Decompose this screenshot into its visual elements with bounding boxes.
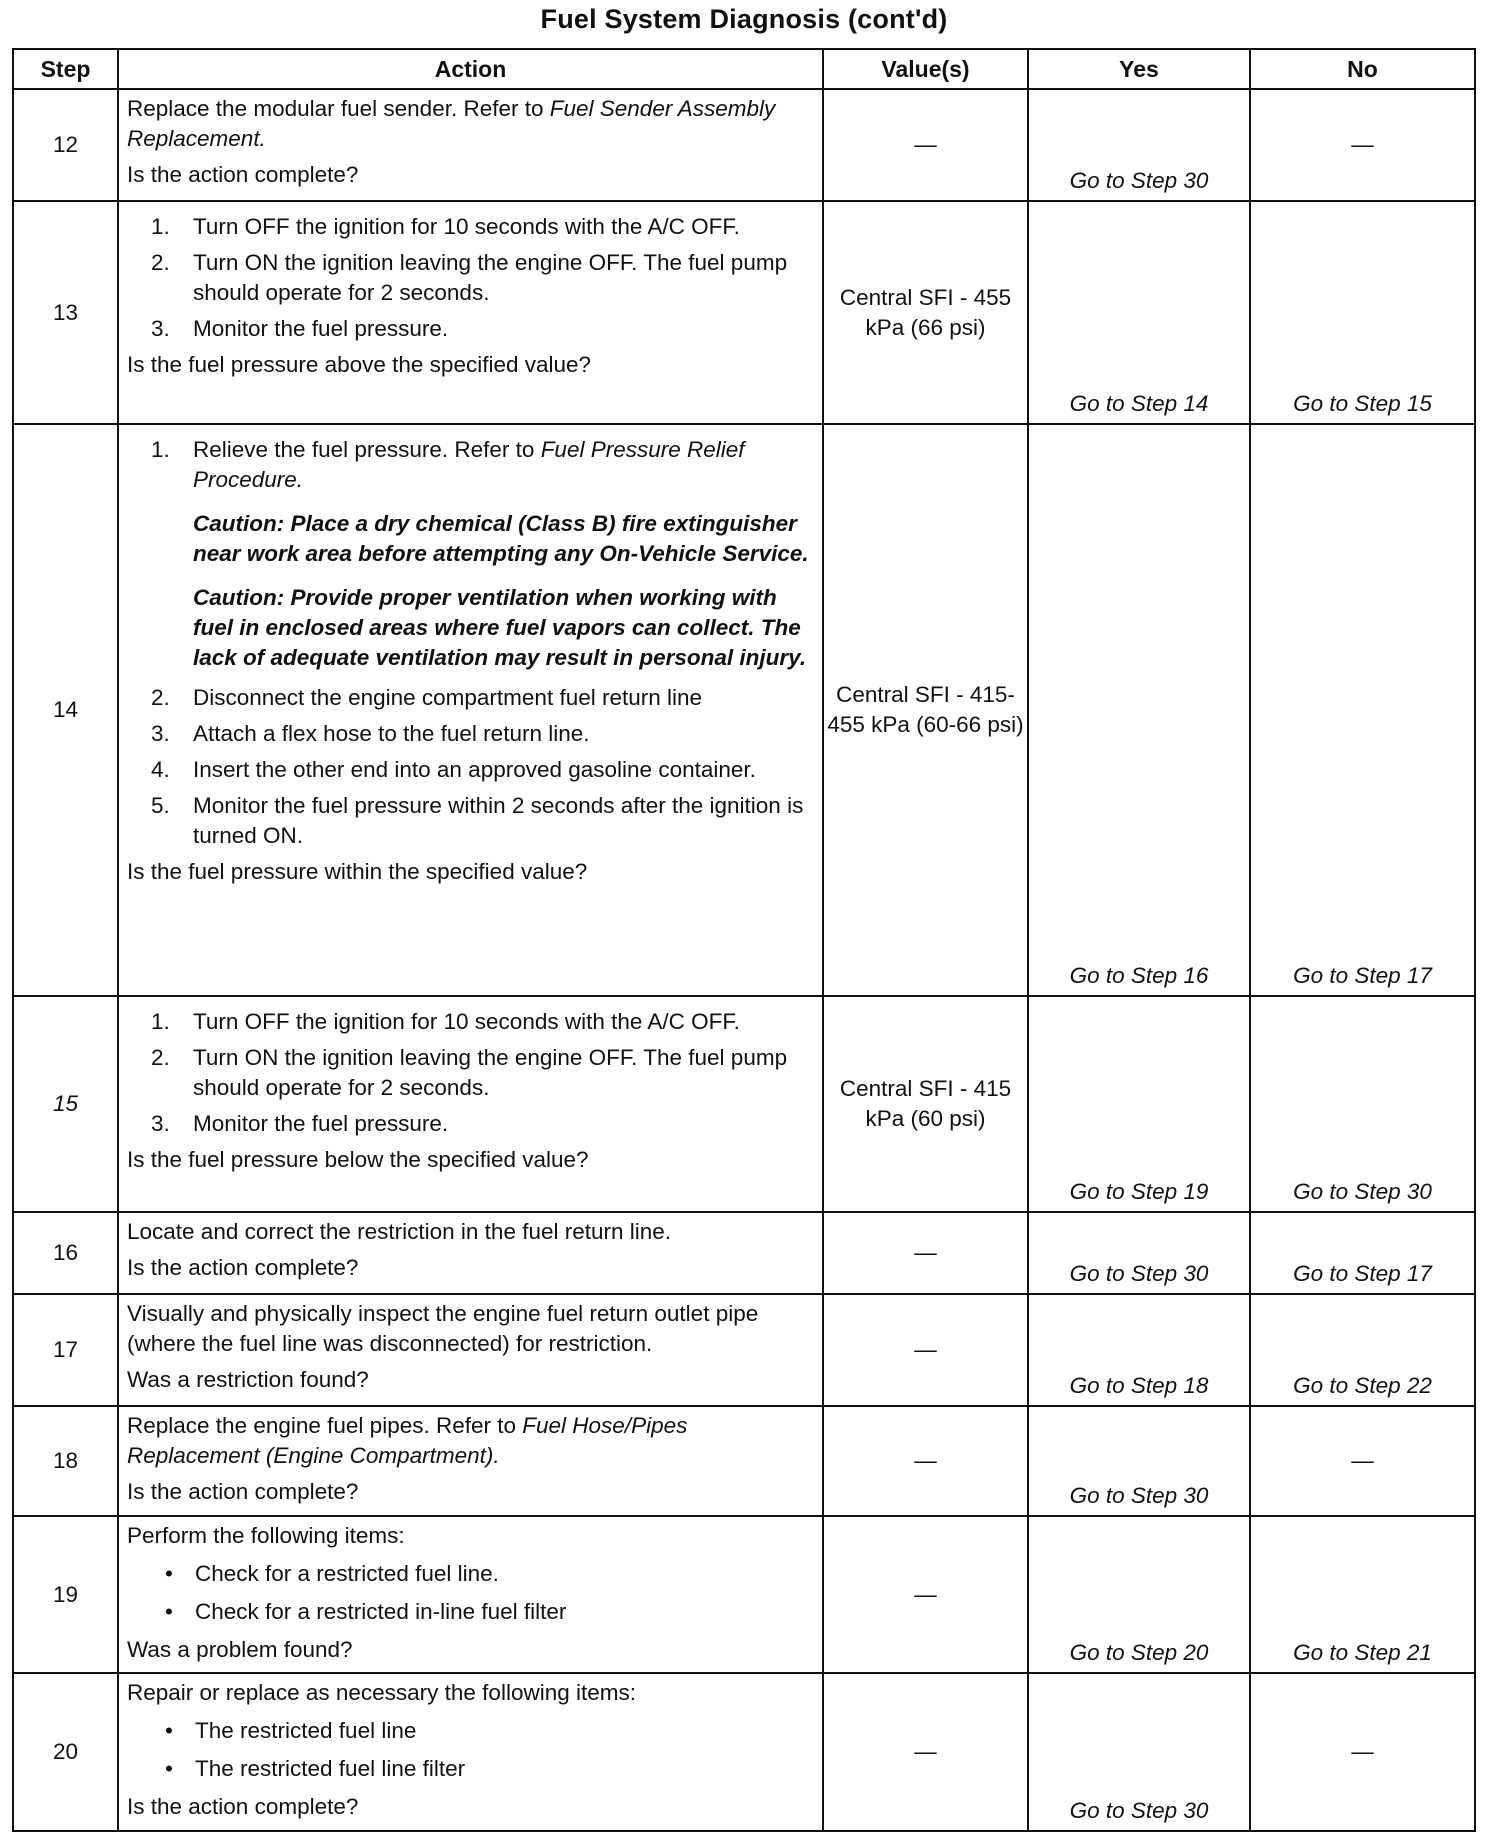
list-item: 3. Monitor the fuel pressure. [151,1111,449,1136]
action-cell [118,996,823,1212]
action-question: Is the fuel pressure within the specified value? [127,859,588,884]
no-goto: — [1250,1406,1475,1516]
bullet-list [127,1716,818,1784]
yes-goto[interactable]: Go to Step 30 [1028,1212,1250,1294]
action-cell [118,1516,823,1673]
action-cell [118,201,823,424]
table-row [13,1294,1475,1406]
action-text [127,1411,818,1471]
yes-goto[interactable]: Go to Step 14 [1028,201,1250,424]
action-cell [118,1294,823,1406]
action-question: Was a restriction found? [127,1367,369,1392]
value-cell: Central SFI - 455 kPa (66 psi) [823,201,1028,424]
yes-goto[interactable]: Go to Step 16 [1028,424,1250,996]
reference-link[interactable]: Fuel Sender Assembly Replacement. [127,96,776,151]
action-question: Is the action complete? [127,162,359,187]
table-row [13,1406,1475,1516]
header-yes: Yes [1028,49,1250,89]
page-title: Fuel System Diagnosis (cont'd) [540,4,948,34]
diagnosis-table [12,48,1476,1832]
action-text: Visually and physically inspect the engine fuel return outlet pipe (where the fuel line was disconnected) for restriction. [127,1301,759,1356]
list-item: • Check for a restricted in-line fuel filter [165,1599,567,1624]
value-cell: Central SFI - 415 kPa (60 psi) [823,996,1028,1212]
list-item: 4. Insert the other end into an approved gasoline container. [151,757,756,782]
list-item: 1. Turn OFF the ignition for 10 seconds with the A/C OFF. [151,214,740,239]
no-goto[interactable]: Go to Step 17 [1250,424,1475,996]
table-row [13,1673,1475,1831]
action-cell [118,424,823,996]
value-cell: — [823,1294,1028,1406]
no-goto[interactable]: Go to Step 17 [1250,1212,1475,1294]
yes-goto[interactable]: Go to Step 30 [1028,1406,1250,1516]
no-goto: — [1250,1673,1475,1831]
procedure-list [127,435,818,851]
yes-goto[interactable]: Go to Step 20 [1028,1516,1250,1673]
step-number: 15 [13,996,118,1212]
caution-note: Caution: Place a dry chemical (Class B) fire extinguisher near work area before attempting any On-Vehicle Service. [193,511,809,566]
table-row [13,89,1475,201]
step-number: 14 [13,424,118,996]
step-number: 20 [13,1673,118,1831]
value-cell: — [823,89,1028,201]
action-lead: Replace the modular fuel sender. Refer to [127,96,550,121]
table-row [13,1516,1475,1673]
step-number: 16 [13,1212,118,1294]
action-question: Is the action complete? [127,1794,359,1819]
action-text: Locate and correct the restriction in the fuel return line. [127,1219,672,1244]
list-item: • The restricted fuel line filter [165,1756,466,1781]
list-item: 5. Monitor the fuel pressure within 2 seconds after the ignition is turned ON. [151,793,804,848]
value-cell: — [823,1406,1028,1516]
header-step: Step [13,49,118,89]
list-item: 2. Disconnect the engine compartment fuel return line [151,685,703,710]
step-number: 19 [13,1516,118,1673]
value-cell: — [823,1212,1028,1294]
action-cell [118,1673,823,1831]
action-text: Perform the following items: [127,1523,405,1548]
list-item: • Check for a restricted fuel line. [165,1561,499,1586]
table-row [13,1212,1475,1294]
step-number: 12 [13,89,118,201]
no-goto[interactable]: Go to Step 21 [1250,1516,1475,1673]
header-action: Action [118,49,823,89]
list-item: 2. Turn ON the ignition leaving the engine OFF. The fuel pump should operate for 2 seconds. [151,1045,788,1100]
table-row [13,996,1475,1212]
action-cell [118,89,823,201]
header-values: Value(s) [823,49,1028,89]
action-text [127,94,818,154]
no-goto[interactable]: Go to Step 15 [1250,201,1475,424]
value-cell: — [823,1516,1028,1673]
list-item: 2. Turn ON the ignition leaving the engine OFF. The fuel pump should operate for 2 seconds. [151,250,788,305]
reference-link[interactable]: Fuel Pressure Relief Procedure. [193,437,745,492]
step-number: 13 [13,201,118,424]
action-question: Is the action complete? [127,1255,359,1280]
yes-goto[interactable]: Go to Step 18 [1028,1294,1250,1406]
reference-link[interactable]: Fuel Hose/Pipes Replacement (Engine Compartment). [127,1413,688,1468]
no-goto[interactable]: Go to Step 22 [1250,1294,1475,1406]
value-cell: Central SFI - 415-455 kPa (60-66 psi) [823,424,1028,996]
procedure-list [127,1007,818,1139]
list-item: 3. Monitor the fuel pressure. [151,316,449,341]
action-question: Is the action complete? [127,1479,359,1504]
yes-goto[interactable]: Go to Step 19 [1028,996,1250,1212]
no-goto: — [1250,89,1475,201]
action-lead: Replace the engine fuel pipes. Refer to [127,1413,523,1438]
no-goto[interactable]: Go to Step 30 [1250,996,1475,1212]
list-item: 1. Turn OFF the ignition for 10 seconds with the A/C OFF. [151,1009,740,1034]
action-text: Repair or replace as necessary the following items: [127,1680,636,1705]
table-row [13,201,1475,424]
step-number: 18 [13,1406,118,1516]
action-cell [118,1406,823,1516]
list-item: • The restricted fuel line [165,1718,417,1743]
caution-note: Caution: Provide proper ventilation when working with fuel in enclosed areas where fuel vapors can collect. The lack of adequate ventilation may result in personal injury. [193,585,807,670]
header-no: No [1250,49,1475,89]
action-question: Is the fuel pressure above the specified value? [127,352,592,377]
step-number: 17 [13,1294,118,1406]
yes-goto[interactable]: Go to Step 30 [1028,89,1250,201]
action-question: Is the fuel pressure below the specified value? [127,1147,589,1172]
table-row [13,424,1475,996]
list-item: 3. Attach a flex hose to the fuel return line. [151,721,590,746]
bullet-list [127,1559,818,1627]
procedure-list [127,212,818,344]
header-row [13,49,1475,89]
action-cell [118,1212,823,1294]
action-question: Was a problem found? [127,1637,353,1662]
list-item: 1. Relieve the fuel pressure. Refer to Fuel Pressure Relief Procedure. Caution: Place a dry chemical (Class B) fire extinguisher near work area before attempting any On-Vehicle Service. Caution: Provide proper ventilation when working with fuel in enclosed areas where fuel vapors can collect. The lack of adequate ventilation may result in personal injury. [127,435,818,673]
yes-goto[interactable]: Go to Step 30 [1028,1673,1250,1831]
value-cell: — [823,1673,1028,1831]
